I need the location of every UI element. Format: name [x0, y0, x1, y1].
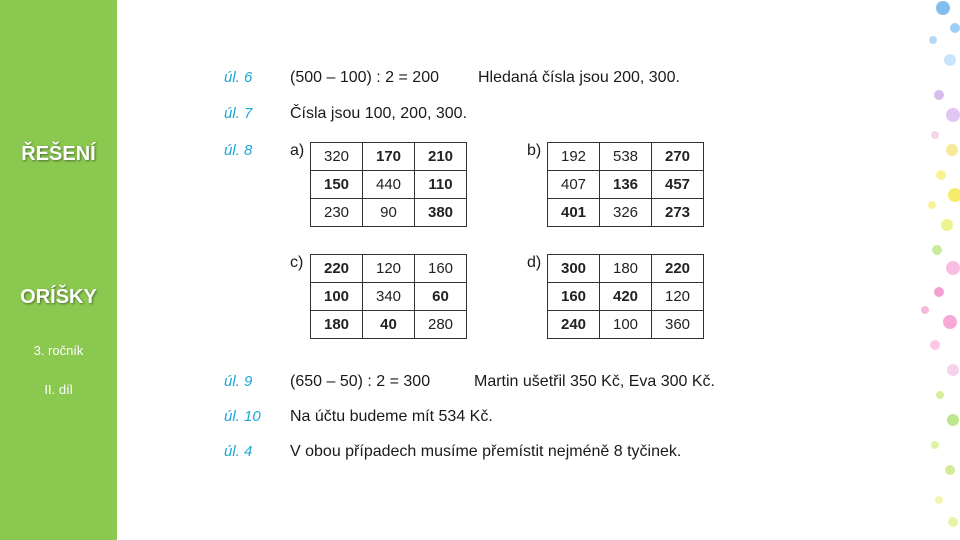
grid-cell: 120: [652, 283, 704, 311]
grid-row: [548, 255, 704, 283]
grid-cell: 457: [652, 171, 704, 199]
grid-cell: 160: [415, 255, 467, 283]
grid-row: [311, 199, 467, 227]
grid-cell: 440: [363, 171, 415, 199]
grid-b: [547, 142, 704, 227]
task-10-label: úl. 10: [224, 408, 261, 425]
grid-cell: 240: [548, 311, 600, 339]
grid-cell: 420: [600, 283, 652, 311]
grid-cell: 538: [600, 143, 652, 171]
part-label: II. díl: [44, 382, 73, 397]
grid-cell: 280: [415, 311, 467, 339]
task-4-answer: V obou případech musíme přemístit nejméně 8 tyčinek.: [290, 443, 682, 460]
grid-cell: 220: [652, 255, 704, 283]
task-7-label: úl. 7: [224, 105, 253, 122]
grid-cell: 170: [363, 143, 415, 171]
grade-label: 3. ročník: [33, 343, 84, 358]
grid-cell: 120: [363, 255, 415, 283]
grid-cell: 320: [311, 143, 363, 171]
task-9-equation: (650 – 50) : 2 = 300: [290, 373, 431, 390]
grid-cell: 220: [311, 255, 363, 283]
grid-cell: 150: [311, 171, 363, 199]
grid-c-label: c): [290, 254, 304, 271]
grid-cell: 407: [548, 171, 600, 199]
task-7-answer: Čísla jsou 100, 200, 300.: [290, 105, 468, 122]
grid-row: [548, 171, 704, 199]
grid-row: [548, 311, 704, 339]
task-9-label: úl. 9: [224, 373, 253, 390]
task-4-label: úl. 4: [224, 443, 253, 460]
grid-row: [548, 199, 704, 227]
task-9-answer: Martin ušetřil 350 Kč, Eva 300 Kč.: [474, 373, 715, 390]
grid-c: [310, 254, 467, 339]
grid-row: [311, 311, 467, 339]
grid-cell: 100: [600, 311, 652, 339]
grid-cell: 273: [652, 199, 704, 227]
nuts-heading: ORÍŠKY: [20, 286, 97, 308]
grid-cell: 100: [311, 283, 363, 311]
grid-cell: 90: [363, 199, 415, 227]
grid-cell: 326: [600, 199, 652, 227]
grid-row: [311, 143, 467, 171]
task-6-answer: Hledaná čísla jsou 200, 300.: [478, 69, 680, 86]
grid-cell: 230: [311, 199, 363, 227]
grid-cell: 60: [415, 283, 467, 311]
grid-row: [311, 255, 467, 283]
grid-cell: 110: [415, 171, 467, 199]
grid-row: [311, 283, 467, 311]
grid-cell: 180: [311, 311, 363, 339]
grid-row: [548, 283, 704, 311]
grid-row: [548, 143, 704, 171]
grid-cell: 300: [548, 255, 600, 283]
task-6-equation: (500 – 100) : 2 = 200: [290, 69, 439, 86]
grid-cell: 401: [548, 199, 600, 227]
grid-cell: 360: [652, 311, 704, 339]
grid-cell: 210: [415, 143, 467, 171]
grid-row: [311, 171, 467, 199]
grid-d: [547, 254, 704, 339]
grid-b-label: b): [527, 142, 542, 159]
sidebar: [0, 0, 117, 540]
task-6-label: úl. 6: [224, 69, 253, 86]
confetti-decoration: [895, 0, 960, 540]
solution-heading: ŘEŠENÍ: [21, 143, 96, 165]
grid-cell: 192: [548, 143, 600, 171]
grid-cell: 180: [600, 255, 652, 283]
grid-cell: 340: [363, 283, 415, 311]
task-8-label: úl. 8: [224, 142, 253, 159]
grid-a: [310, 142, 467, 227]
grid-cell: 270: [652, 143, 704, 171]
grid-cell: 160: [548, 283, 600, 311]
grid-cell: 136: [600, 171, 652, 199]
grid-d-label: d): [527, 254, 542, 271]
grid-cell: 380: [415, 199, 467, 227]
grid-cell: 40: [363, 311, 415, 339]
grid-a-label: a): [290, 142, 305, 159]
task-10-answer: Na účtu budeme mít 534 Kč.: [290, 408, 493, 425]
